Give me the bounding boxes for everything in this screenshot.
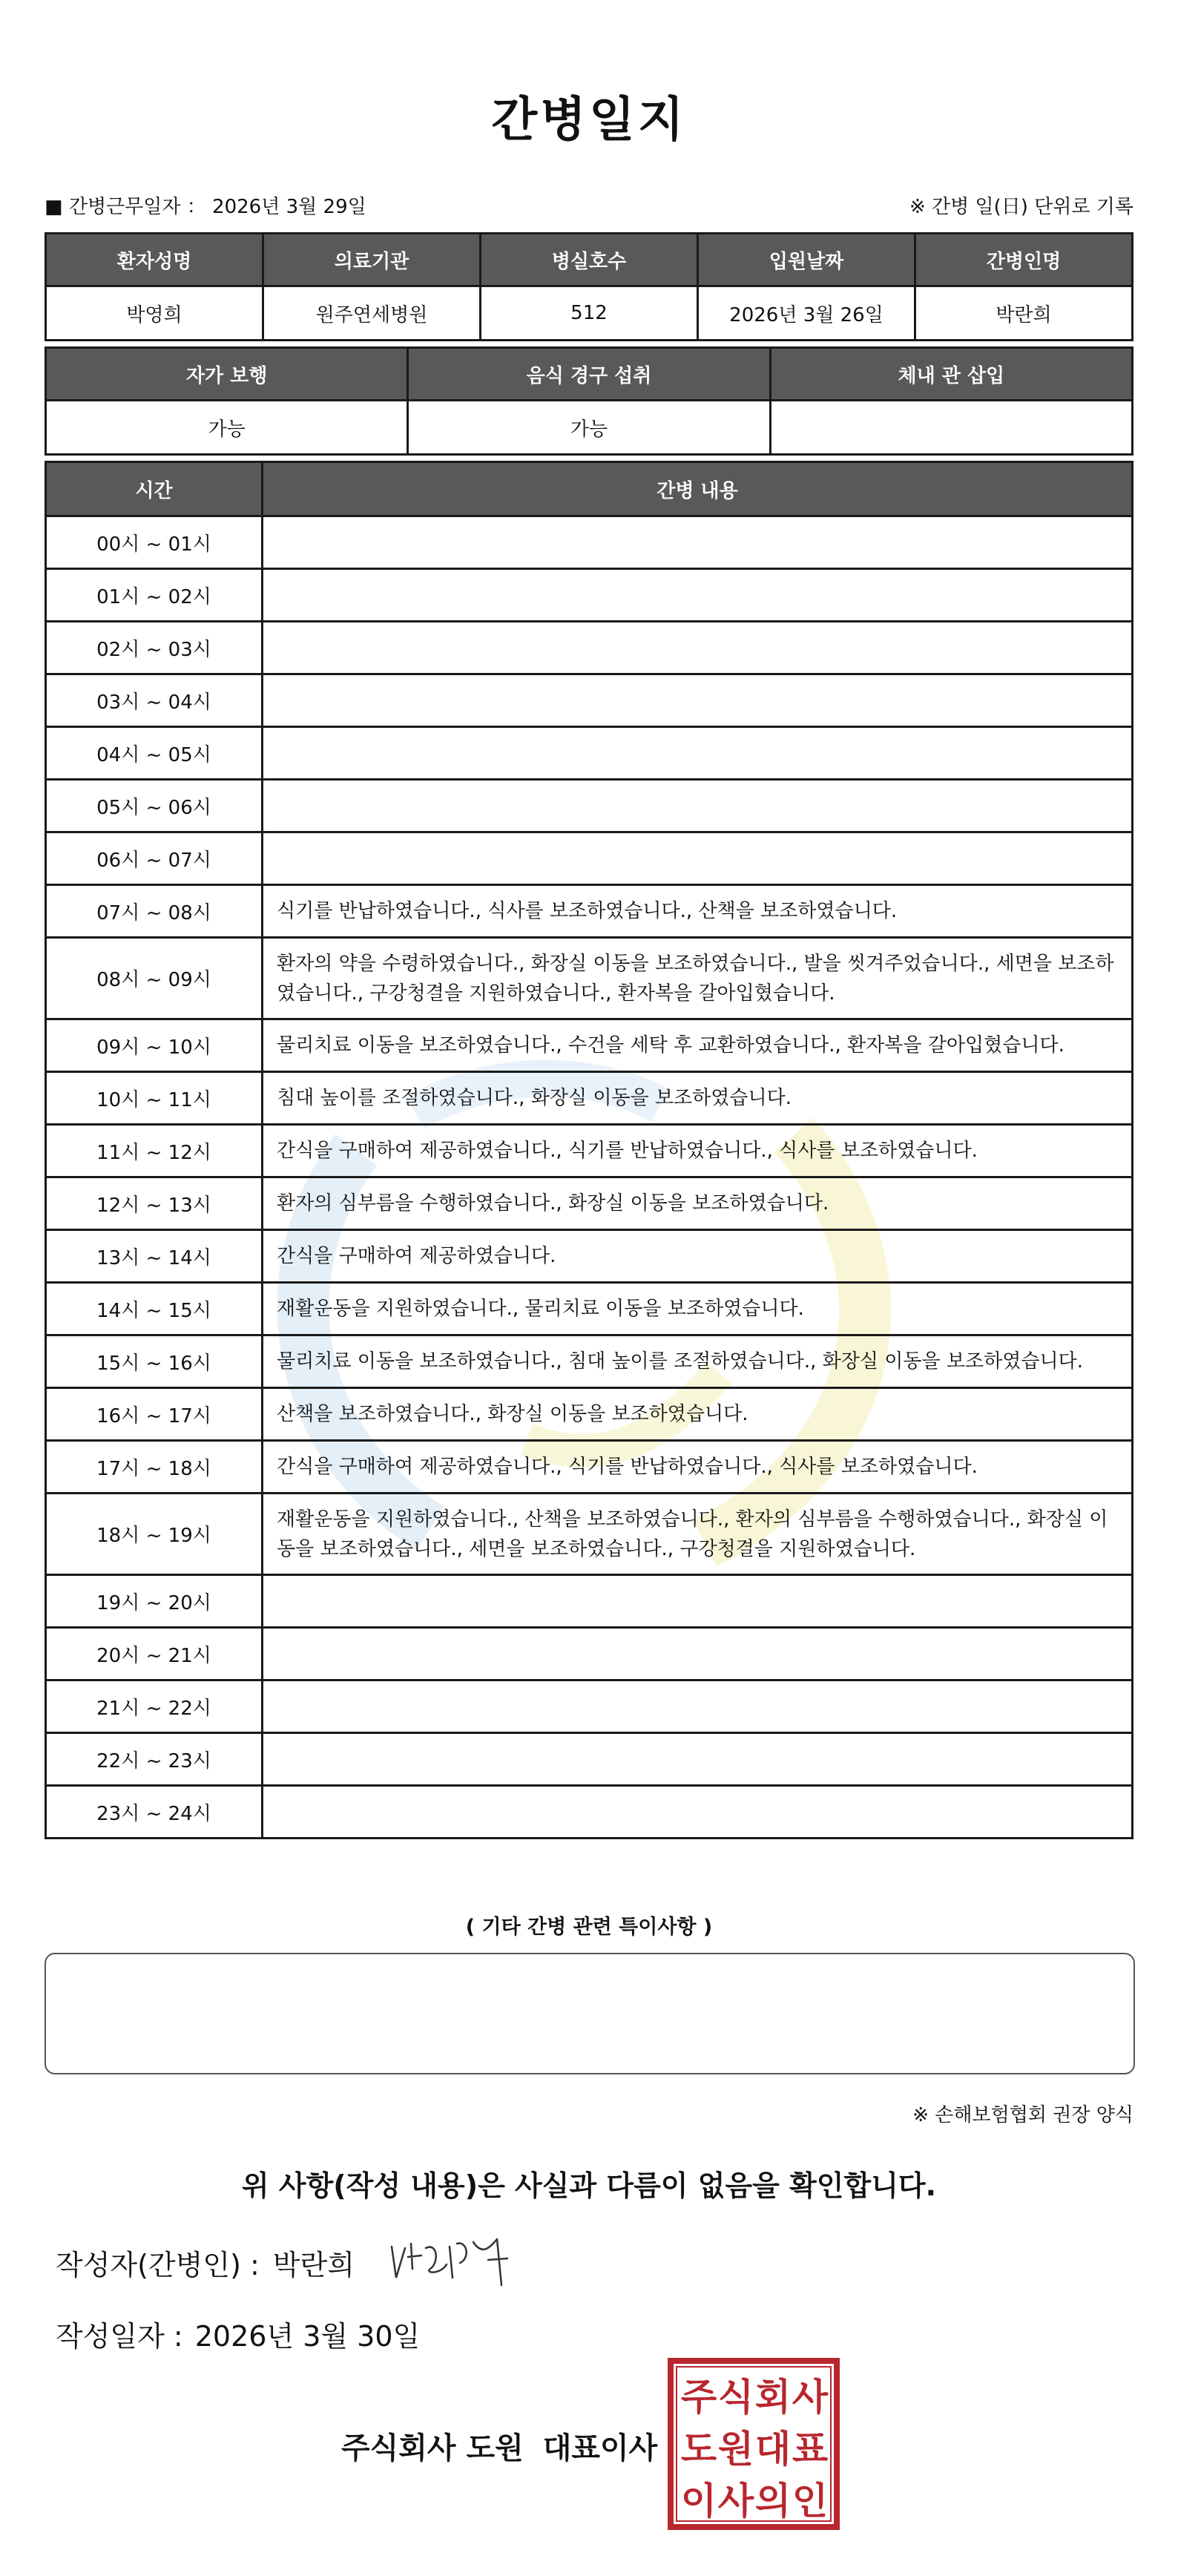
seal-glyph: 주: [680, 2376, 717, 2419]
header-admission-date: 입원날짜: [698, 234, 915, 286]
log-content: 재활운동을 지원하였습니다., 물리치료 이동을 보조하였습니다.: [263, 1283, 1133, 1335]
seal-glyph: 식: [717, 2376, 754, 2419]
log-time: 10시 ~ 11시: [46, 1072, 263, 1125]
log-content: 산책을 보조하였습니다., 화장실 이동을 보조하였습니다.: [263, 1388, 1133, 1441]
header-care-content: 간병 내용: [263, 462, 1133, 516]
log-content: [263, 674, 1133, 727]
log-content: 간식을 구매하여 제공하였습니다., 식기를 반납하였습니다., 식사를 보조하였습니다.: [263, 1441, 1133, 1494]
self-walking: 가능: [46, 401, 408, 455]
log-row: [46, 1177, 1133, 1230]
log-row: [46, 1230, 1133, 1283]
write-date-line: [56, 2313, 420, 2354]
care-log-body: [46, 516, 1133, 1839]
header-room: 병실호수: [481, 234, 698, 286]
log-time: 22시 ~ 23시: [46, 1733, 263, 1786]
log-row: [46, 1680, 1133, 1733]
seal-glyph: 원: [717, 2428, 754, 2471]
log-row: [46, 1283, 1133, 1335]
log-time: 03시 ~ 04시: [46, 674, 263, 727]
log-content: [263, 1680, 1133, 1733]
header-tube-insertion: 체내 관 삽입: [770, 348, 1132, 401]
log-time: 13시 ~ 14시: [46, 1230, 263, 1283]
log-time: 12시 ~ 13시: [46, 1177, 263, 1230]
oral-intake: 가능: [408, 401, 770, 455]
log-row: [46, 622, 1133, 674]
form-note: ※ 손해보험협회 권장 양식: [912, 2104, 1133, 2126]
header-time: 시간: [46, 462, 263, 516]
log-time: 02시 ~ 03시: [46, 622, 263, 674]
log-row: [46, 1388, 1133, 1441]
log-content: 간식을 구매하여 제공하였습니다.: [263, 1230, 1133, 1283]
page-title: 간병일지: [491, 93, 687, 148]
signature: [386, 2226, 519, 2293]
log-content: 식기를 반납하였습니다., 식사를 보조하였습니다., 산책을 보조하였습니다.: [263, 885, 1133, 938]
log-row: [46, 569, 1133, 622]
log-content: [263, 1733, 1133, 1786]
log-row: [46, 1125, 1133, 1177]
header-hospital: 의료기관: [263, 234, 481, 286]
ceo-title: 대표이사: [542, 2431, 658, 2465]
log-time: 09시 ~ 10시: [46, 1019, 263, 1072]
tube-insertion: [770, 401, 1132, 455]
log-row: [46, 1786, 1133, 1839]
log-content: 침대 높이를 조절하였습니다., 화장실 이동을 보조하였습니다.: [263, 1072, 1133, 1125]
log-row: [46, 1019, 1133, 1072]
header-caregiver: 간병인명: [915, 234, 1133, 286]
log-row: [46, 1072, 1133, 1125]
log-content: [263, 622, 1133, 674]
company-seal: [668, 2358, 840, 2530]
admission-date: 2026년 3월 26일: [698, 286, 915, 341]
log-time: 06시 ~ 07시: [46, 832, 263, 885]
room-number: 512: [481, 286, 698, 341]
log-content: 재활운동을 지원하였습니다., 산책을 보조하였습니다., 환자의 심부름을 수행하였습니다., 화장실 이동을 보조하였습니다., 세면을 보조하였습니다., 구강청결을 지원하였습니다.: [263, 1494, 1133, 1575]
log-time: 08시 ~ 09시: [46, 938, 263, 1019]
log-content: 간식을 구매하여 제공하였습니다., 식기를 반납하였습니다., 식사를 보조하였습니다.: [263, 1125, 1133, 1177]
seal-glyph: 대: [754, 2428, 792, 2471]
log-time: 18시 ~ 19시: [46, 1494, 263, 1575]
log-content: 물리치료 이동을 보조하였습니다., 침대 높이를 조절하였습니다., 화장실 이동을 보조하였습니다.: [263, 1335, 1133, 1388]
caregiver-name: 박란희: [915, 286, 1133, 341]
confirmation-text: 위 사항(작성 내용)은 사실과 다름이 없음을 확인합니다.: [241, 2169, 937, 2202]
log-time: 04시 ~ 05시: [46, 727, 263, 780]
writer-line: [56, 2242, 355, 2283]
log-time: 16시 ~ 17시: [46, 1388, 263, 1441]
log-content: [263, 780, 1133, 832]
patient-name: 박영희: [46, 286, 263, 341]
log-content: 환자의 심부름을 수행하였습니다., 화장실 이동을 보조하였습니다.: [263, 1177, 1133, 1230]
log-time: 23시 ~ 24시: [46, 1786, 263, 1839]
log-row: [46, 516, 1133, 569]
write-date-label: 작성일자 :: [56, 2320, 183, 2353]
record-note: ※ 간병 일(日) 단위로 기록: [909, 196, 1133, 218]
log-content: [263, 832, 1133, 885]
seal-glyph: 인: [792, 2480, 829, 2523]
header-self-walking: 자가 보행: [46, 348, 408, 401]
header-oral-intake: 음식 경구 섭취: [408, 348, 770, 401]
write-date-value: 2026년 3월 30일: [194, 2320, 421, 2353]
log-row: [46, 674, 1133, 727]
hospital: 원주연세병원: [263, 286, 481, 341]
log-content: [263, 727, 1133, 780]
log-row: [46, 1628, 1133, 1680]
seal-glyph: 도: [680, 2428, 717, 2471]
log-time: 19시 ~ 20시: [46, 1575, 263, 1628]
meta-row: [45, 191, 1133, 221]
seal-glyph: 표: [792, 2428, 829, 2471]
log-time: 14시 ~ 15시: [46, 1283, 263, 1335]
header-patient-name: 환자성명: [46, 234, 263, 286]
seal-glyph: 사: [717, 2480, 754, 2523]
log-row: [46, 727, 1133, 780]
log-row: [46, 1733, 1133, 1786]
log-time: 17시 ~ 18시: [46, 1441, 263, 1494]
log-row: [46, 832, 1133, 885]
log-content: [263, 516, 1133, 569]
log-content: [263, 1628, 1133, 1680]
log-row: [46, 1575, 1133, 1628]
log-time: 00시 ~ 01시: [46, 516, 263, 569]
log-row: [46, 1494, 1133, 1575]
log-time: 11시 ~ 12시: [46, 1125, 263, 1177]
company-line: [341, 2425, 657, 2467]
log-row: [46, 780, 1133, 832]
log-content: [263, 1575, 1133, 1628]
extra-notes-box: [45, 1953, 1135, 2074]
log-row: [46, 1335, 1133, 1388]
company-name: 주식회사 도원: [341, 2431, 524, 2465]
seal-glyph: 사: [792, 2376, 829, 2419]
log-content: 물리치료 이동을 보조하였습니다., 수건을 세탁 후 교환하였습니다., 환자복을 갈아입혔습니다.: [263, 1019, 1133, 1072]
seal-glyph: 의: [754, 2480, 792, 2523]
log-time: 07시 ~ 08시: [46, 885, 263, 938]
log-content: 환자의 약을 수령하였습니다., 화장실 이동을 보조하였습니다., 발을 씻겨주었습니다., 세면을 보조하였습니다., 구강청결을 지원하였습니다., 환자복을 갈아입혔습니다.: [263, 938, 1133, 1019]
patient-info-table: [45, 232, 1133, 341]
writer-name: 박란희: [272, 2249, 355, 2281]
log-time: 21시 ~ 22시: [46, 1680, 263, 1733]
writer-label: 작성자(간병인) :: [56, 2249, 260, 2281]
work-date: ■ 간병근무일자 ： 2026년 3월 29일: [45, 196, 366, 218]
seal-glyph: 회: [754, 2376, 792, 2419]
log-row: [46, 1441, 1133, 1494]
log-row: [46, 885, 1133, 938]
log-content: [263, 1786, 1133, 1839]
patient-status-table: [45, 346, 1133, 456]
log-time: 05시 ~ 06시: [46, 780, 263, 832]
log-time: 15시 ~ 16시: [46, 1335, 263, 1388]
log-content: [263, 569, 1133, 622]
log-time: 20시 ~ 21시: [46, 1628, 263, 1680]
seal-glyph: 이: [680, 2480, 717, 2523]
care-log-table: [45, 461, 1133, 1839]
log-row: [46, 938, 1133, 1019]
log-time: 01시 ~ 02시: [46, 569, 263, 622]
extra-notes-title: ( 기타 간병 관련 특이사항 ): [465, 1916, 713, 1939]
